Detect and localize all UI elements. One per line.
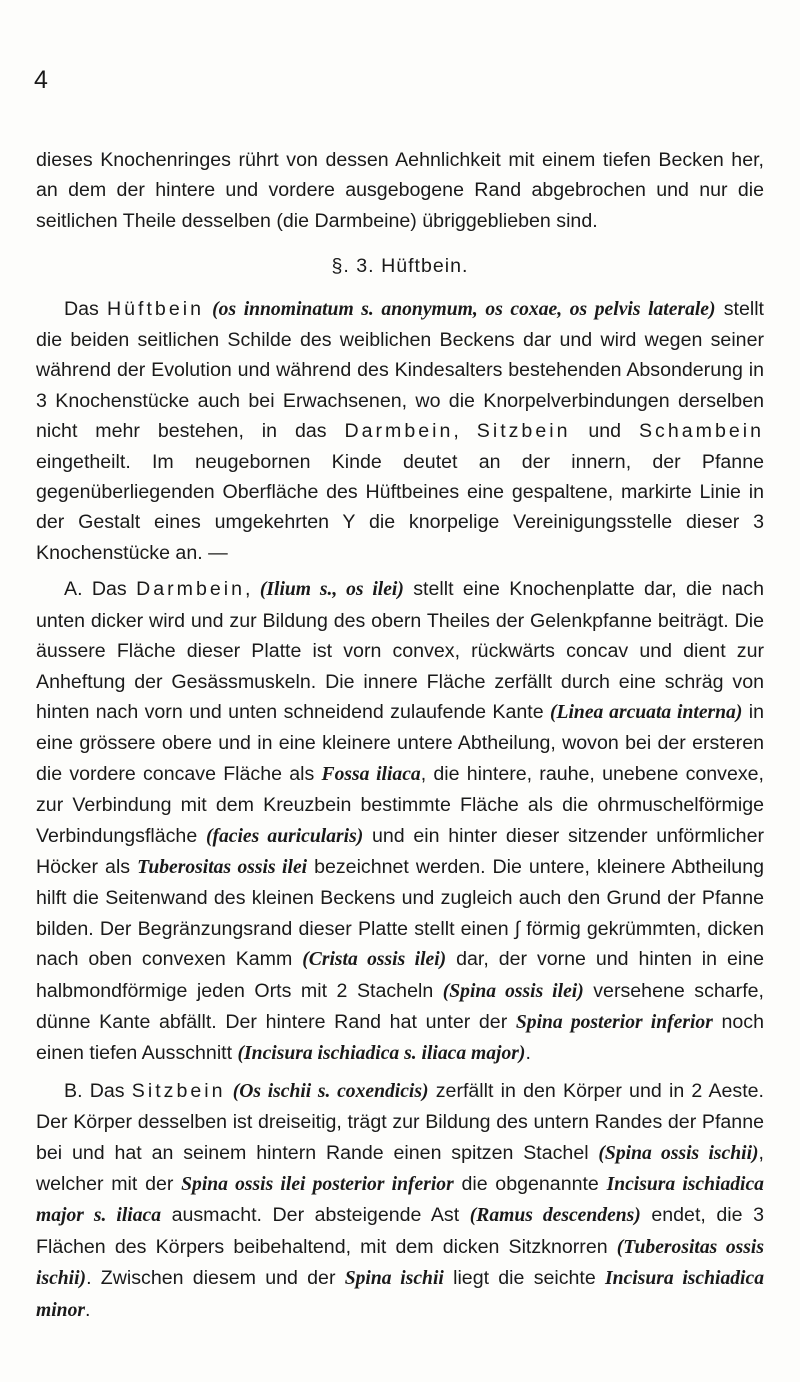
- page-number: 4: [34, 66, 48, 94]
- latin-term: (os innominatum s. anonymum, os coxae, os pelvis laterale): [212, 298, 716, 320]
- text-run: noch einen tiefen Ausschnitt: [36, 1010, 764, 1065]
- text-run: B. Das: [64, 1079, 132, 1102]
- latin-term: (facies auricularis): [205, 825, 364, 847]
- text-run: , welcher mit der: [36, 1141, 764, 1195]
- body-text: [36, 145, 764, 1326]
- text-run: bezeichnet werden. Die untere, kleinere Abtheilung hilft die Seitenwand des kleinen Beckens und zugleich auch den Grund der Pfanne bilden. Der Begränzungsrand dieser Platte stellt einen ∫ förmig gekrümmten, dicken nach oben convexen Kamm: [36, 855, 764, 971]
- text-run: ausmacht. Der absteigende Ast: [161, 1204, 470, 1227]
- text-run: stellt die beiden seitlichen Schilde des weiblichen Beckens dar und wird wegen seiner während der Evolution und während des Kindesalters bestehenden Absonderung in 3 Knochenstücke auch bei Erwachsenen, wo die Knorpelverbindungen derselben nicht mehr bestehen, in das: [36, 297, 764, 443]
- text-run: und: [570, 420, 639, 443]
- latin-term: (Spina ossis ilei): [442, 980, 584, 1002]
- paragraph-hueftbein: [36, 294, 764, 569]
- text-run: , die hintere, rauhe, unebene convexe, zur Verbindung mit dem Kreuzbein bestimmte Fläche als die ohrmuschelförmige Verbindungsfläche: [36, 762, 764, 847]
- text-run: Das: [64, 297, 107, 320]
- text-run: dar, der vorne und hinten in eine halbmondförmige jeden Orts mit 2 Stacheln: [36, 948, 764, 1002]
- latin-term: (Ramus descendens): [469, 1205, 641, 1227]
- text-run: .: [85, 1298, 91, 1321]
- term-schambein: Schambein: [638, 420, 765, 443]
- paragraph-sitzbein: [36, 1076, 764, 1326]
- text-run: endet, die 3 Flächen des Körpers beibehaltend, mit dem dicken Sitzknorren: [36, 1204, 764, 1258]
- text-run: stellt eine Knochenplatte dar, die nach unten dicker wird und zur Bildung des obern Theiles der Gelenkpfanne beiträgt. Die äussere Fläche dieser Platte ist vorn convex, rückwärts concav und dient zur Anheftung der Gesässmuskeln. Die innere Fläche zerfällt durch eine schräg von hinten nach vorn und unten schneidend zulaufende Kante: [36, 578, 764, 723]
- term-sitzbein: Sitzbein: [476, 420, 571, 443]
- latin-term: (Tuberositas ossis ischii): [36, 1236, 765, 1290]
- text-run: eingetheilt. Im neugebornen Kinde deutet an der innern, der Pfanne gegenüberliegenden Oberfläche des Hüftbeines eine gespaltene, markirte Linie in der Gestalt eines umgekehrten Y die knorpelige Vereinigungsstelle dieser 3 Knochenstücke an. —: [36, 450, 764, 564]
- text-run: die obgenannte: [453, 1173, 607, 1195]
- text-run: ,: [453, 420, 477, 443]
- latin-term: (Os ischii s. coxendicis): [232, 1080, 429, 1102]
- text-run: A. Das: [64, 578, 137, 601]
- latin-term: (Crista ossis ilei): [302, 949, 447, 971]
- latin-term: Spina ischii: [344, 1268, 444, 1290]
- latin-term: Incisura ischiadica major s. iliaca: [36, 1174, 764, 1227]
- term-darmbein: Darmbein: [136, 578, 246, 601]
- intro-paragraph: dieses Knochenringes rührt von dessen Aehnlichkeit mit einem tiefen Becken her, an dem der hintere und vordere ausgebogene Rand abgebrochen und nur die seitlichen Theile desselben (die Darmbeine) übriggeblieben sind.: [36, 149, 764, 232]
- term-sitzbein: Sitzbein: [131, 1079, 226, 1102]
- latin-term: (Linea arcuata interna): [550, 701, 743, 723]
- paragraph-darmbein: [36, 574, 764, 1070]
- latin-term: Incisura ischiadica minor: [36, 1268, 764, 1321]
- text-run: [204, 298, 212, 320]
- latin-term: (Incisura ischiadica s. iliaca major): [237, 1043, 526, 1065]
- text-run: versehene scharfe, dünne Kante abfällt. Der hintere Rand hat unter der: [36, 979, 764, 1033]
- latin-term: (Ilium s., os ilei): [259, 579, 404, 601]
- section-heading: §. 3. Hüftbein.: [331, 255, 469, 278]
- term-hueftbein: Hüftbein: [107, 297, 204, 320]
- text-run: und ein hinter dieser sitzender unförmlicher Höcker als: [36, 824, 764, 878]
- latin-term: Spina ossis ilei posterior inferior: [181, 1174, 454, 1195]
- latin-term: Fossa iliaca: [321, 763, 421, 785]
- text-run: in eine grössere obere und in eine kleinere untere Abtheilung, wovon bei der ersteren die vordere concave Fläche als: [36, 700, 764, 785]
- latin-term: Tuberositas ossis ilei: [137, 856, 308, 878]
- term-darmbein: Darmbein: [344, 420, 454, 443]
- latin-term: Spina posterior inferior: [515, 1011, 713, 1033]
- text-run: zerfällt in den Körper und in 2 Aeste. Der Körper desselben ist dreiseitig, trägt zur Bildung des untern Randes der Pfanne bei und hat an seinem hintern Rande einen spitzen Stachel: [36, 1079, 764, 1164]
- text-run: [226, 1080, 233, 1102]
- text-run: . Zwischen diesem und der: [86, 1267, 345, 1290]
- latin-term: (Spina ossis ischii): [598, 1142, 759, 1164]
- text-run: .: [525, 1042, 531, 1065]
- text-run: liegt die seichte: [443, 1267, 606, 1290]
- text-run: ,: [245, 578, 260, 601]
